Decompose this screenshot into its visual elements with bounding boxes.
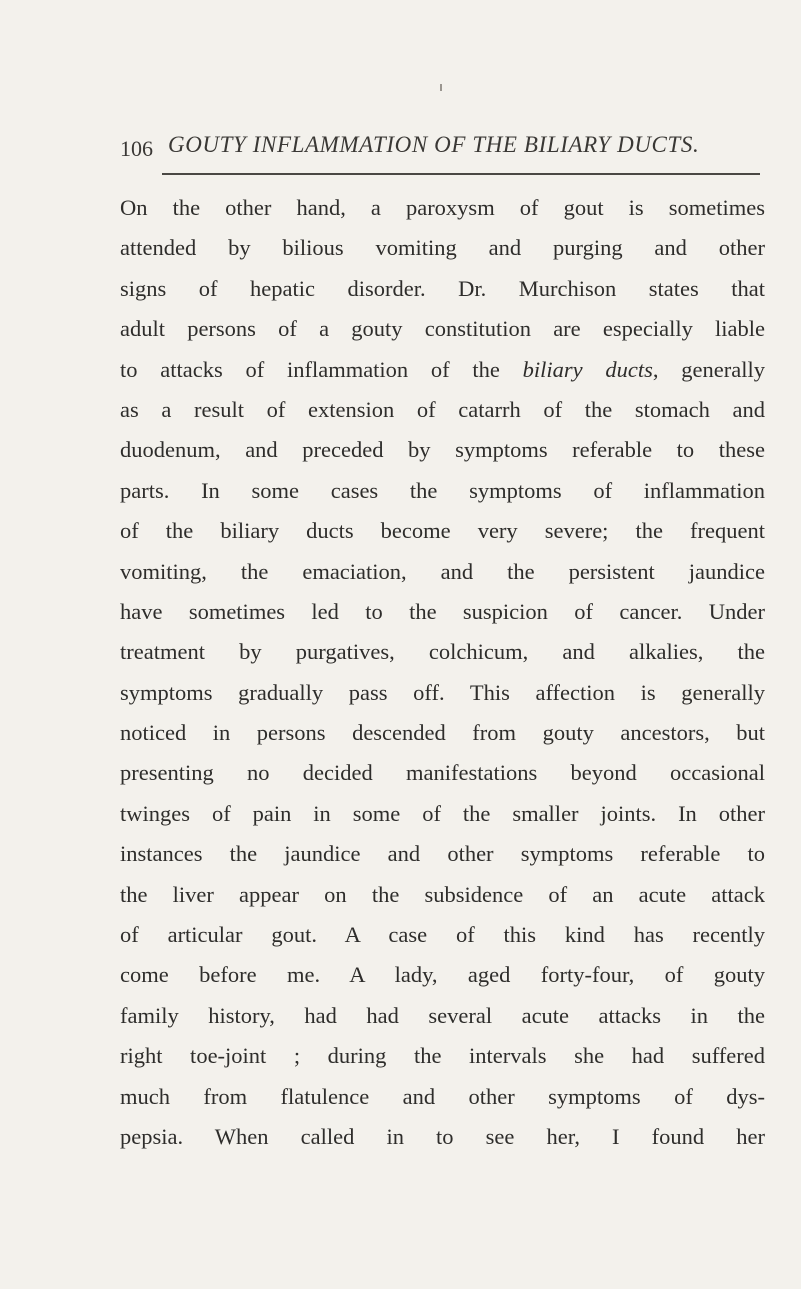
text-line: signs of hepatic disorder. Dr. Murchison states that bbox=[120, 275, 765, 301]
text-line: attended by bilious vomiting and purging and other bbox=[120, 235, 765, 261]
text-line: noticed in persons descended from gouty ancestors, but bbox=[120, 720, 765, 746]
text-line: family history, had had several acute attacks in the bbox=[120, 1002, 765, 1028]
page-header bbox=[120, 132, 760, 168]
text-line: of the biliary ducts become very severe; the frequent bbox=[120, 518, 765, 544]
text-line: much from flatulence and other symptoms of dys- bbox=[120, 1083, 765, 1109]
text-line: as a result of extension of catarrh of the stomach and bbox=[120, 396, 765, 422]
page-number: 106 bbox=[120, 136, 153, 161]
text-line: treatment by purgatives, colchicum, and alkalies, the bbox=[120, 639, 765, 665]
running-head: GOUTY INFLAMMATION OF THE BILIARY DUCTS. bbox=[168, 132, 700, 157]
italic-term: biliary ducts bbox=[522, 356, 653, 382]
text-line: twinges of pain in some of the smaller joints. In other bbox=[120, 800, 765, 826]
text-line: duodenum, and preceded by symptoms referable to these bbox=[120, 437, 765, 463]
text-line: to attacks of inflammation of the biliary ducts, generally bbox=[120, 356, 765, 382]
text-line: pepsia. When called in to see her, I found her bbox=[120, 1123, 765, 1149]
stray-ink-mark bbox=[440, 84, 442, 91]
text-line: instances the jaundice and other symptoms referable to bbox=[120, 841, 765, 867]
text-line: presenting no decided manifestations beyond occasional bbox=[120, 760, 765, 786]
text-line: right toe-joint ; during the intervals she had suffered bbox=[120, 1043, 765, 1069]
text-line: parts. In some cases the symptoms of inflammation bbox=[120, 477, 765, 503]
text-line: of articular gout. A case of this kind has recently bbox=[120, 922, 765, 948]
text-line: symptoms gradually pass off. This affection is generally bbox=[120, 679, 765, 705]
text-line: adult persons of a gouty constitution are especially liable bbox=[120, 316, 765, 342]
text-line: the liver appear on the subsidence of an acute attack bbox=[120, 881, 765, 907]
header-rule bbox=[162, 173, 760, 175]
text-line: have sometimes led to the suspicion of cancer. Under bbox=[120, 598, 765, 624]
text-line: come before me. A lady, aged forty-four, of gouty bbox=[120, 962, 765, 988]
text-line: On the other hand, a paroxysm of gout is sometimes bbox=[120, 195, 765, 220]
text-line: vomiting, the emaciation, and the persistent jaundice bbox=[120, 558, 765, 584]
body-text bbox=[120, 188, 765, 1157]
